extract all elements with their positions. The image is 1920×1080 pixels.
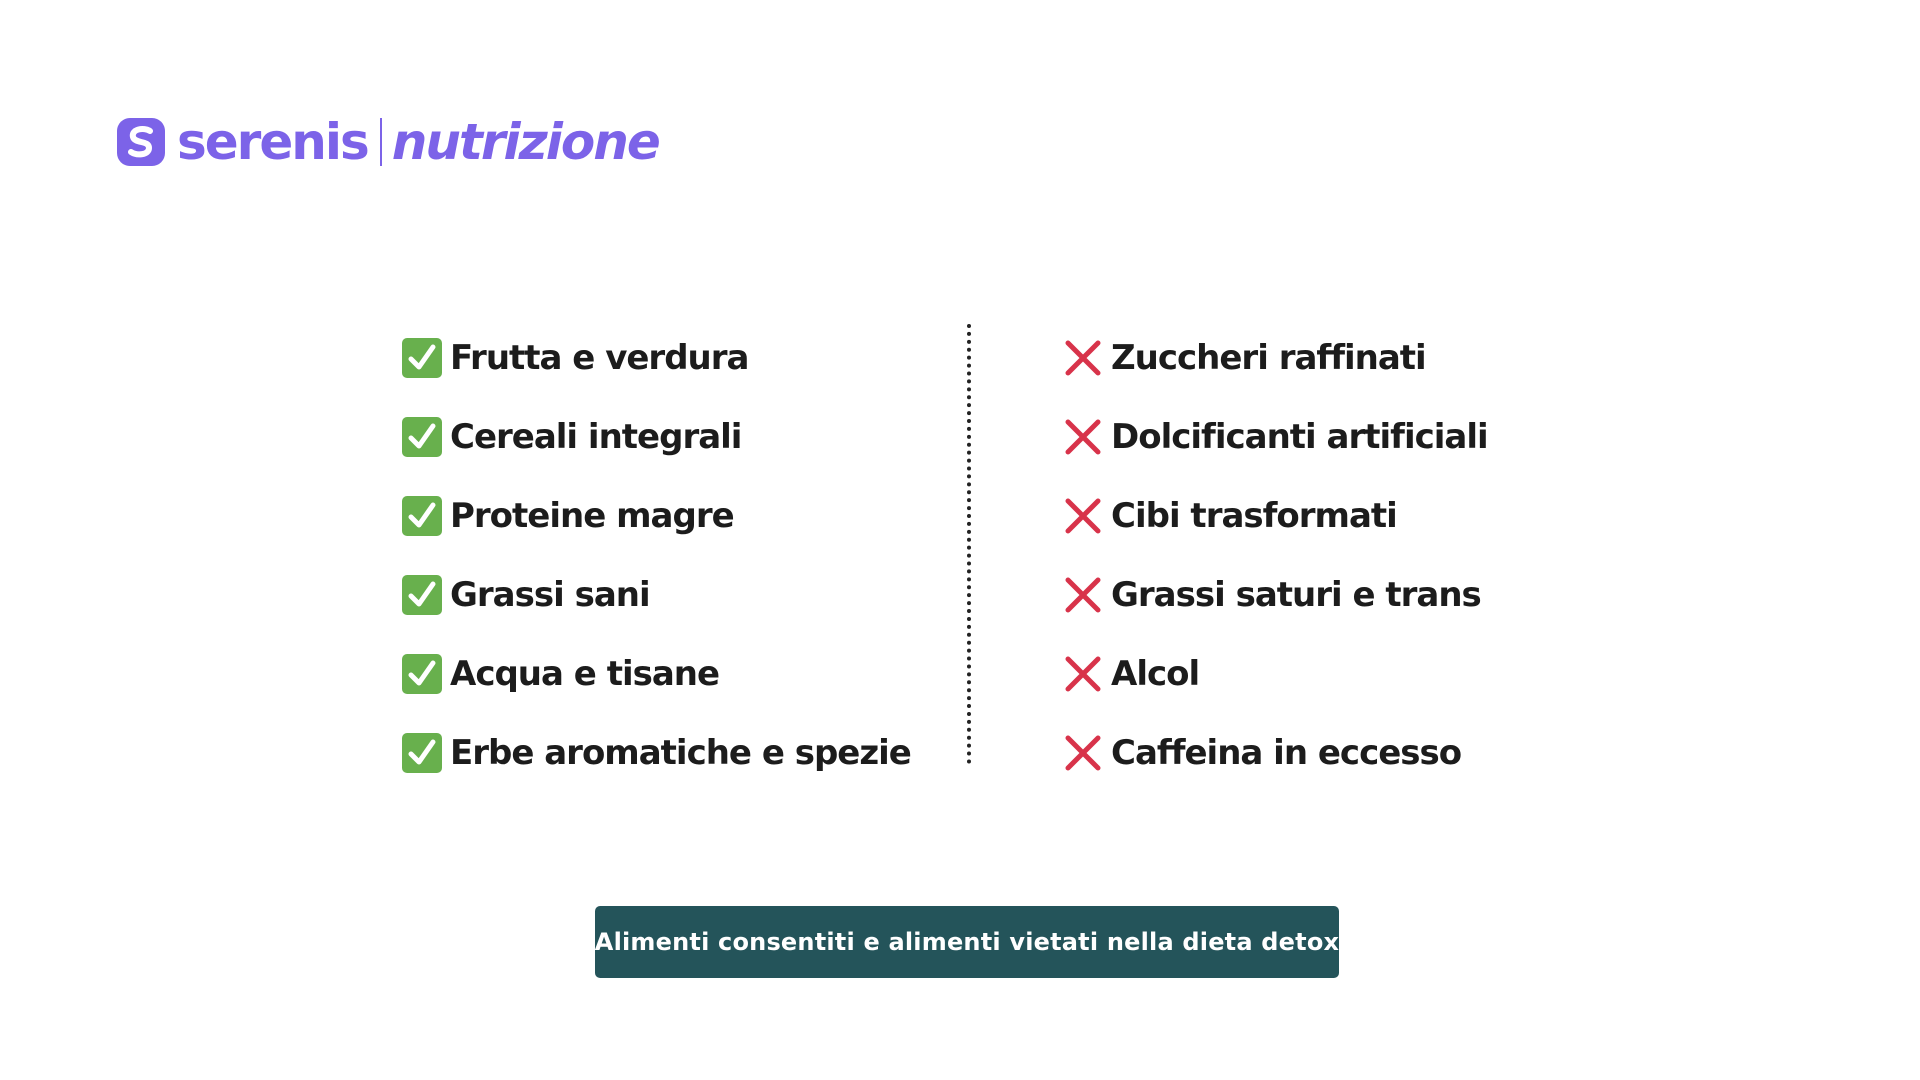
check-icon bbox=[402, 496, 442, 536]
logo-separator bbox=[380, 118, 382, 166]
allowed-foods-list bbox=[402, 318, 911, 792]
allowed-food-item bbox=[402, 397, 911, 476]
forbidden-food-item bbox=[1063, 634, 1488, 713]
allowed-food-item bbox=[402, 713, 911, 792]
cross-icon bbox=[1063, 496, 1103, 536]
allowed-food-label: Grassi sani bbox=[450, 574, 650, 615]
allowed-food-label: Proteine magre bbox=[450, 495, 734, 536]
forbidden-food-label: Zuccheri raffinati bbox=[1111, 337, 1426, 378]
allowed-food-label: Cereali integrali bbox=[450, 416, 742, 457]
check-icon bbox=[402, 417, 442, 457]
forbidden-food-item bbox=[1063, 476, 1488, 555]
allowed-food-item bbox=[402, 555, 911, 634]
brand-logo bbox=[117, 112, 659, 172]
forbidden-food-label: Grassi saturi e trans bbox=[1111, 574, 1481, 615]
forbidden-food-item bbox=[1063, 555, 1488, 634]
caption-banner bbox=[595, 906, 1339, 978]
logo-product-name: nutrizione bbox=[391, 113, 659, 171]
check-icon bbox=[402, 733, 442, 773]
logo-brand-name: serenis bbox=[177, 113, 368, 171]
forbidden-food-label: Cibi trasformati bbox=[1111, 495, 1397, 536]
allowed-food-label: Erbe aromatiche e spezie bbox=[450, 732, 911, 773]
allowed-food-item bbox=[402, 476, 911, 555]
cross-icon bbox=[1063, 338, 1103, 378]
forbidden-foods-list bbox=[1063, 318, 1488, 792]
check-icon bbox=[402, 654, 442, 694]
cross-icon bbox=[1063, 417, 1103, 457]
caption-text: Alimenti consentiti e alimenti vietati nella dieta detox bbox=[594, 928, 1340, 956]
forbidden-food-item bbox=[1063, 397, 1488, 476]
check-icon bbox=[402, 575, 442, 615]
allowed-food-item bbox=[402, 634, 911, 713]
allowed-food-label: Frutta e verdura bbox=[450, 337, 749, 378]
column-divider bbox=[967, 324, 971, 764]
cross-icon bbox=[1063, 654, 1103, 694]
forbidden-food-item bbox=[1063, 318, 1488, 397]
cross-icon bbox=[1063, 733, 1103, 773]
cross-icon bbox=[1063, 575, 1103, 615]
forbidden-food-label: Caffeina in eccesso bbox=[1111, 732, 1462, 773]
forbidden-food-label: Dolcificanti artificiali bbox=[1111, 416, 1488, 457]
check-icon bbox=[402, 338, 442, 378]
serenis-logo-icon bbox=[117, 118, 165, 166]
allowed-food-label: Acqua e tisane bbox=[450, 653, 720, 694]
forbidden-food-label: Alcol bbox=[1111, 653, 1200, 694]
forbidden-food-item bbox=[1063, 713, 1488, 792]
allowed-food-item bbox=[402, 318, 911, 397]
